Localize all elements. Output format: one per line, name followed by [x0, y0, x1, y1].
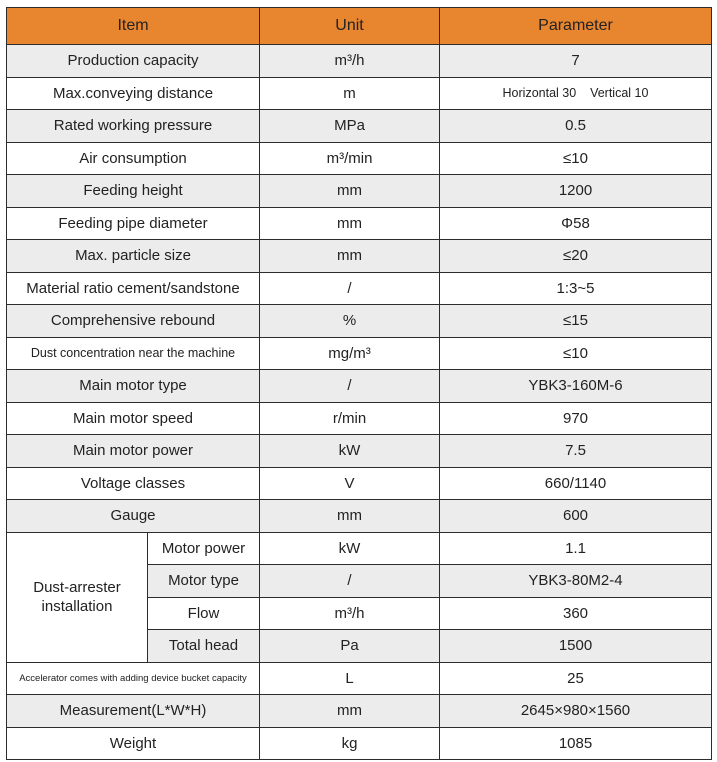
unit-cell: m³/h — [260, 597, 440, 630]
unit-cell: m³/min — [260, 142, 440, 175]
param-cell: Φ58 — [440, 207, 712, 240]
table-row — [7, 77, 712, 110]
item-cell: Material ratio cement/sandstone — [7, 272, 260, 305]
spec-table — [6, 7, 712, 760]
table-row — [7, 142, 712, 175]
table-row — [7, 175, 712, 208]
header-row — [7, 8, 712, 45]
table-row — [7, 467, 712, 500]
param-cell: 25 — [440, 662, 712, 695]
unit-cell: m³/h — [260, 45, 440, 78]
param-cell: 360 — [440, 597, 712, 630]
unit-cell: Pa — [260, 630, 440, 663]
unit-cell: mm — [260, 240, 440, 273]
table-row — [7, 45, 712, 78]
header-parameter: Parameter — [440, 8, 712, 45]
param-cell: ≤10 — [440, 142, 712, 175]
unit-cell: r/min — [260, 402, 440, 435]
sub-item-cell: Flow — [148, 597, 260, 630]
item-cell: Max. particle size — [7, 240, 260, 273]
param-cell: 1200 — [440, 175, 712, 208]
unit-cell: / — [260, 370, 440, 403]
table-row — [7, 532, 712, 565]
param-cell: 600 — [440, 500, 712, 533]
param-cell: ≤20 — [440, 240, 712, 273]
table-row — [7, 370, 712, 403]
unit-cell: MPa — [260, 110, 440, 143]
unit-cell: kW — [260, 435, 440, 468]
param-cell: 2645×980×1560 — [440, 695, 712, 728]
param-cell: 1:3~5 — [440, 272, 712, 305]
table-row — [7, 727, 712, 760]
item-cell: Air consumption — [7, 142, 260, 175]
table-row — [7, 305, 712, 338]
unit-cell: mm — [260, 207, 440, 240]
table-row — [7, 272, 712, 305]
unit-cell: m — [260, 77, 440, 110]
unit-cell: kW — [260, 532, 440, 565]
item-cell: Comprehensive rebound — [7, 305, 260, 338]
param-cell: 7.5 — [440, 435, 712, 468]
table-row — [7, 435, 712, 468]
param-cell: 7 — [440, 45, 712, 78]
item-cell: Max.conveying distance — [7, 77, 260, 110]
unit-cell: mm — [260, 500, 440, 533]
sub-item-cell: Total head — [148, 630, 260, 663]
dust-arrester-label: Dust-arrester installation — [7, 532, 148, 662]
param-cell: ≤15 — [440, 305, 712, 338]
table-row — [7, 240, 712, 273]
table-row — [7, 207, 712, 240]
header-unit: Unit — [260, 8, 440, 45]
item-cell: Main motor power — [7, 435, 260, 468]
item-cell: Feeding height — [7, 175, 260, 208]
param-cell: YBK3-160M-6 — [440, 370, 712, 403]
table-row — [7, 662, 712, 695]
header-item: Item — [7, 8, 260, 45]
unit-cell: % — [260, 305, 440, 338]
item-cell: Measurement(L*W*H) — [7, 695, 260, 728]
unit-cell: mg/m³ — [260, 337, 440, 370]
item-cell: Rated working pressure — [7, 110, 260, 143]
unit-cell: mm — [260, 175, 440, 208]
sub-item-cell: Motor power — [148, 532, 260, 565]
item-cell: Accelerator comes with adding device bucket capacity — [7, 662, 260, 695]
table-row — [7, 695, 712, 728]
param-cell: 660/1140 — [440, 467, 712, 500]
param-cell: 1085 — [440, 727, 712, 760]
param-cell: 1.1 — [440, 532, 712, 565]
unit-cell: / — [260, 272, 440, 305]
unit-cell: / — [260, 565, 440, 598]
unit-cell: mm — [260, 695, 440, 728]
item-cell: Main motor type — [7, 370, 260, 403]
table-row — [7, 500, 712, 533]
unit-cell: kg — [260, 727, 440, 760]
item-cell: Production capacity — [7, 45, 260, 78]
param-cell: 970 — [440, 402, 712, 435]
param-cell: YBK3-80M2-4 — [440, 565, 712, 598]
item-cell: Weight — [7, 727, 260, 760]
param-cell: ≤10 — [440, 337, 712, 370]
param-cell: Horizontal 30 Vertical 10 — [440, 77, 712, 110]
table-row — [7, 337, 712, 370]
item-cell: Dust concentration near the machine — [7, 337, 260, 370]
item-cell: Gauge — [7, 500, 260, 533]
param-cell: 0.5 — [440, 110, 712, 143]
param-cell: 1500 — [440, 630, 712, 663]
sub-item-cell: Motor type — [148, 565, 260, 598]
unit-cell: L — [260, 662, 440, 695]
table-row — [7, 402, 712, 435]
table-row — [7, 110, 712, 143]
item-cell: Main motor speed — [7, 402, 260, 435]
item-cell: Voltage classes — [7, 467, 260, 500]
item-cell: Feeding pipe diameter — [7, 207, 260, 240]
unit-cell: V — [260, 467, 440, 500]
